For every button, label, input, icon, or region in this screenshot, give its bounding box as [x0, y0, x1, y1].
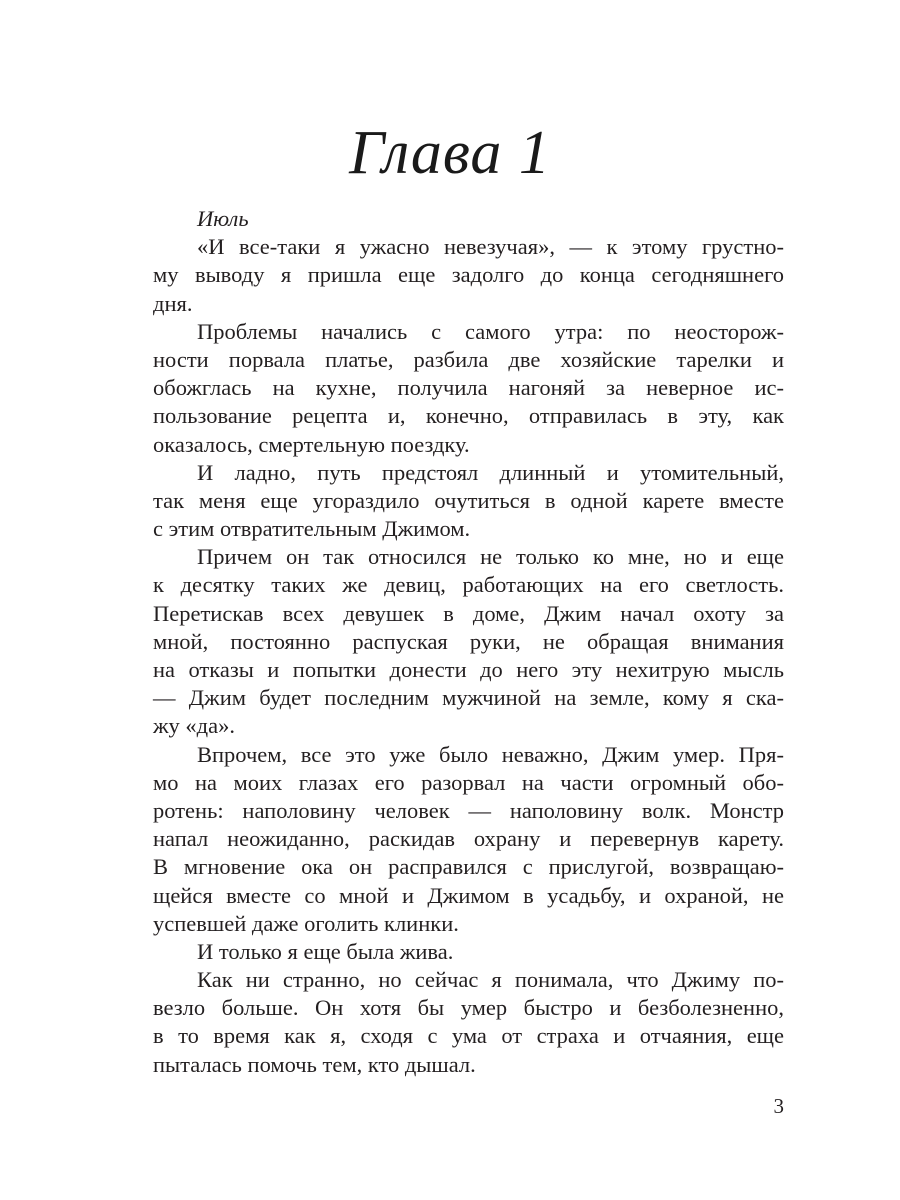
text-line: ротень: наполовину человек — наполовину волк. Монстр [153, 797, 784, 823]
page-number: 3 [773, 1094, 784, 1118]
text-line: мной, постоянно распуская руки, не обращая внимания [153, 628, 784, 654]
text-line: к десятку таких же девиц, работающих на его светлость. [153, 572, 784, 598]
text-line: Причем он так относился не только ко мне, но и еще [197, 544, 784, 570]
text-line: Перетискав всех девушек в доме, Джим начал охоту за [153, 600, 784, 626]
text-line: оказалось, смертельную поездку. [153, 431, 470, 457]
text-line: с этим отвратительным Джимом. [153, 516, 471, 542]
text-line: Проблемы начались с самого утра: по неосторож- [197, 318, 784, 344]
text-line: му выводу я пришла еще задолго до конца сегодняшнего [153, 262, 784, 288]
text-line: ности порвала платье, разбила две хозяйские тарелки и [153, 346, 784, 372]
text-line: — Джим будет последним мужчиной на земле, кому я ска- [153, 685, 784, 711]
text-line: Впрочем, все это уже было неважно, Джим умер. Пря- [197, 741, 784, 767]
text-line: успевшей даже оголить клинки. [153, 910, 459, 936]
text-line: И ладно, путь предстоял длинный и утомительный, [197, 459, 784, 485]
text-line: так меня еще угораздило очутиться в одной карете вместе [153, 487, 784, 513]
text-line: везло больше. Он хотя бы умер быстро и безболезненно, [153, 995, 784, 1021]
text-line: мо на моих глазах его разорвал на части огромный обо- [153, 769, 784, 795]
body-text [153, 205, 784, 1079]
text-line: И только я еще была жива. [197, 938, 454, 964]
text-line: обожглась на кухне, получила нагоняй за неверное ис- [153, 375, 784, 401]
text-line: «И все-таки я ужасно невезучая», — к этому грустно- [197, 234, 784, 260]
text-line: на отказы и попытки донести до него эту нехитрую мысль [153, 657, 784, 682]
text-line: Июль [197, 206, 249, 231]
text-line: дня. [153, 290, 193, 316]
text-line: Как ни странно, но сейчас я понимала, что Джиму по- [197, 967, 784, 993]
text-line: напал неожиданно, раскидав охрану и перевернув карету. [153, 826, 784, 852]
text-line: щейся вместе со мной и Джимом в усадьбу, и охраной, не [153, 882, 784, 908]
chapter-title: Глава 1 [349, 119, 551, 187]
text-line: пользование рецепта и, конечно, отправилась в эту, как [153, 403, 784, 429]
text-line: пыталась помочь тем, кто дышал. [153, 1051, 476, 1077]
text-line: жу «да». [153, 713, 235, 739]
text-line: В мгновение ока он расправился с прислугой, возвращаю- [153, 854, 784, 880]
text-line: в то время как я, сходя с ума от страха и отчаяния, еще [153, 1023, 784, 1049]
